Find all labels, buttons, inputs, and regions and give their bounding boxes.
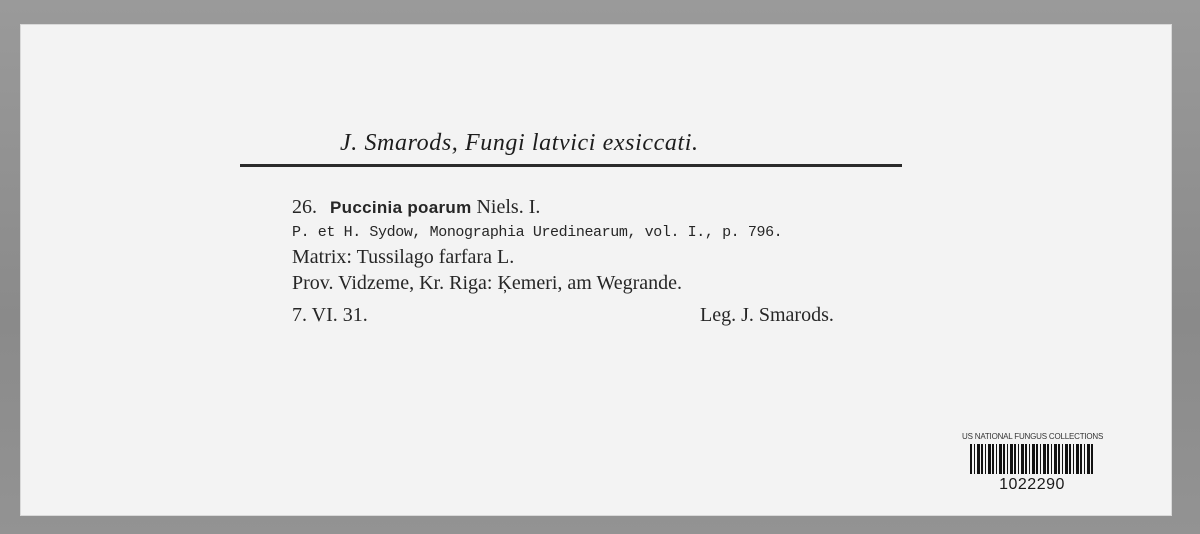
species-author: Niels. I.: [476, 196, 541, 218]
specimen-number: 26.: [292, 196, 317, 218]
reference-line: P. et H. Sydow, Monographia Uredinearum, vol. I., p. 796.: [292, 224, 783, 241]
exsiccata-title: J. Smarods, Fungi latvici exsiccati.: [340, 130, 699, 156]
locality-line: Prov. Vidzeme, Kr. Riga: Ķemeri, am Wegrande.: [292, 272, 683, 294]
barcode-label: [962, 432, 1102, 496]
barcode-institution: US NATIONAL FUNGUS COLLECTIONS: [962, 432, 1104, 441]
title-underline: [240, 164, 902, 167]
matrix-line: Matrix: Tussilago farfara L.: [292, 246, 515, 268]
collection-date: 7. VI. 31.: [292, 304, 368, 326]
species-line: [292, 196, 540, 219]
collector-line: Leg. J. Smarods.: [700, 304, 834, 326]
species-name: Puccinia poarum: [330, 198, 472, 217]
barcode-number: 1022290: [999, 476, 1065, 493]
barcode-icon: [970, 444, 1094, 474]
